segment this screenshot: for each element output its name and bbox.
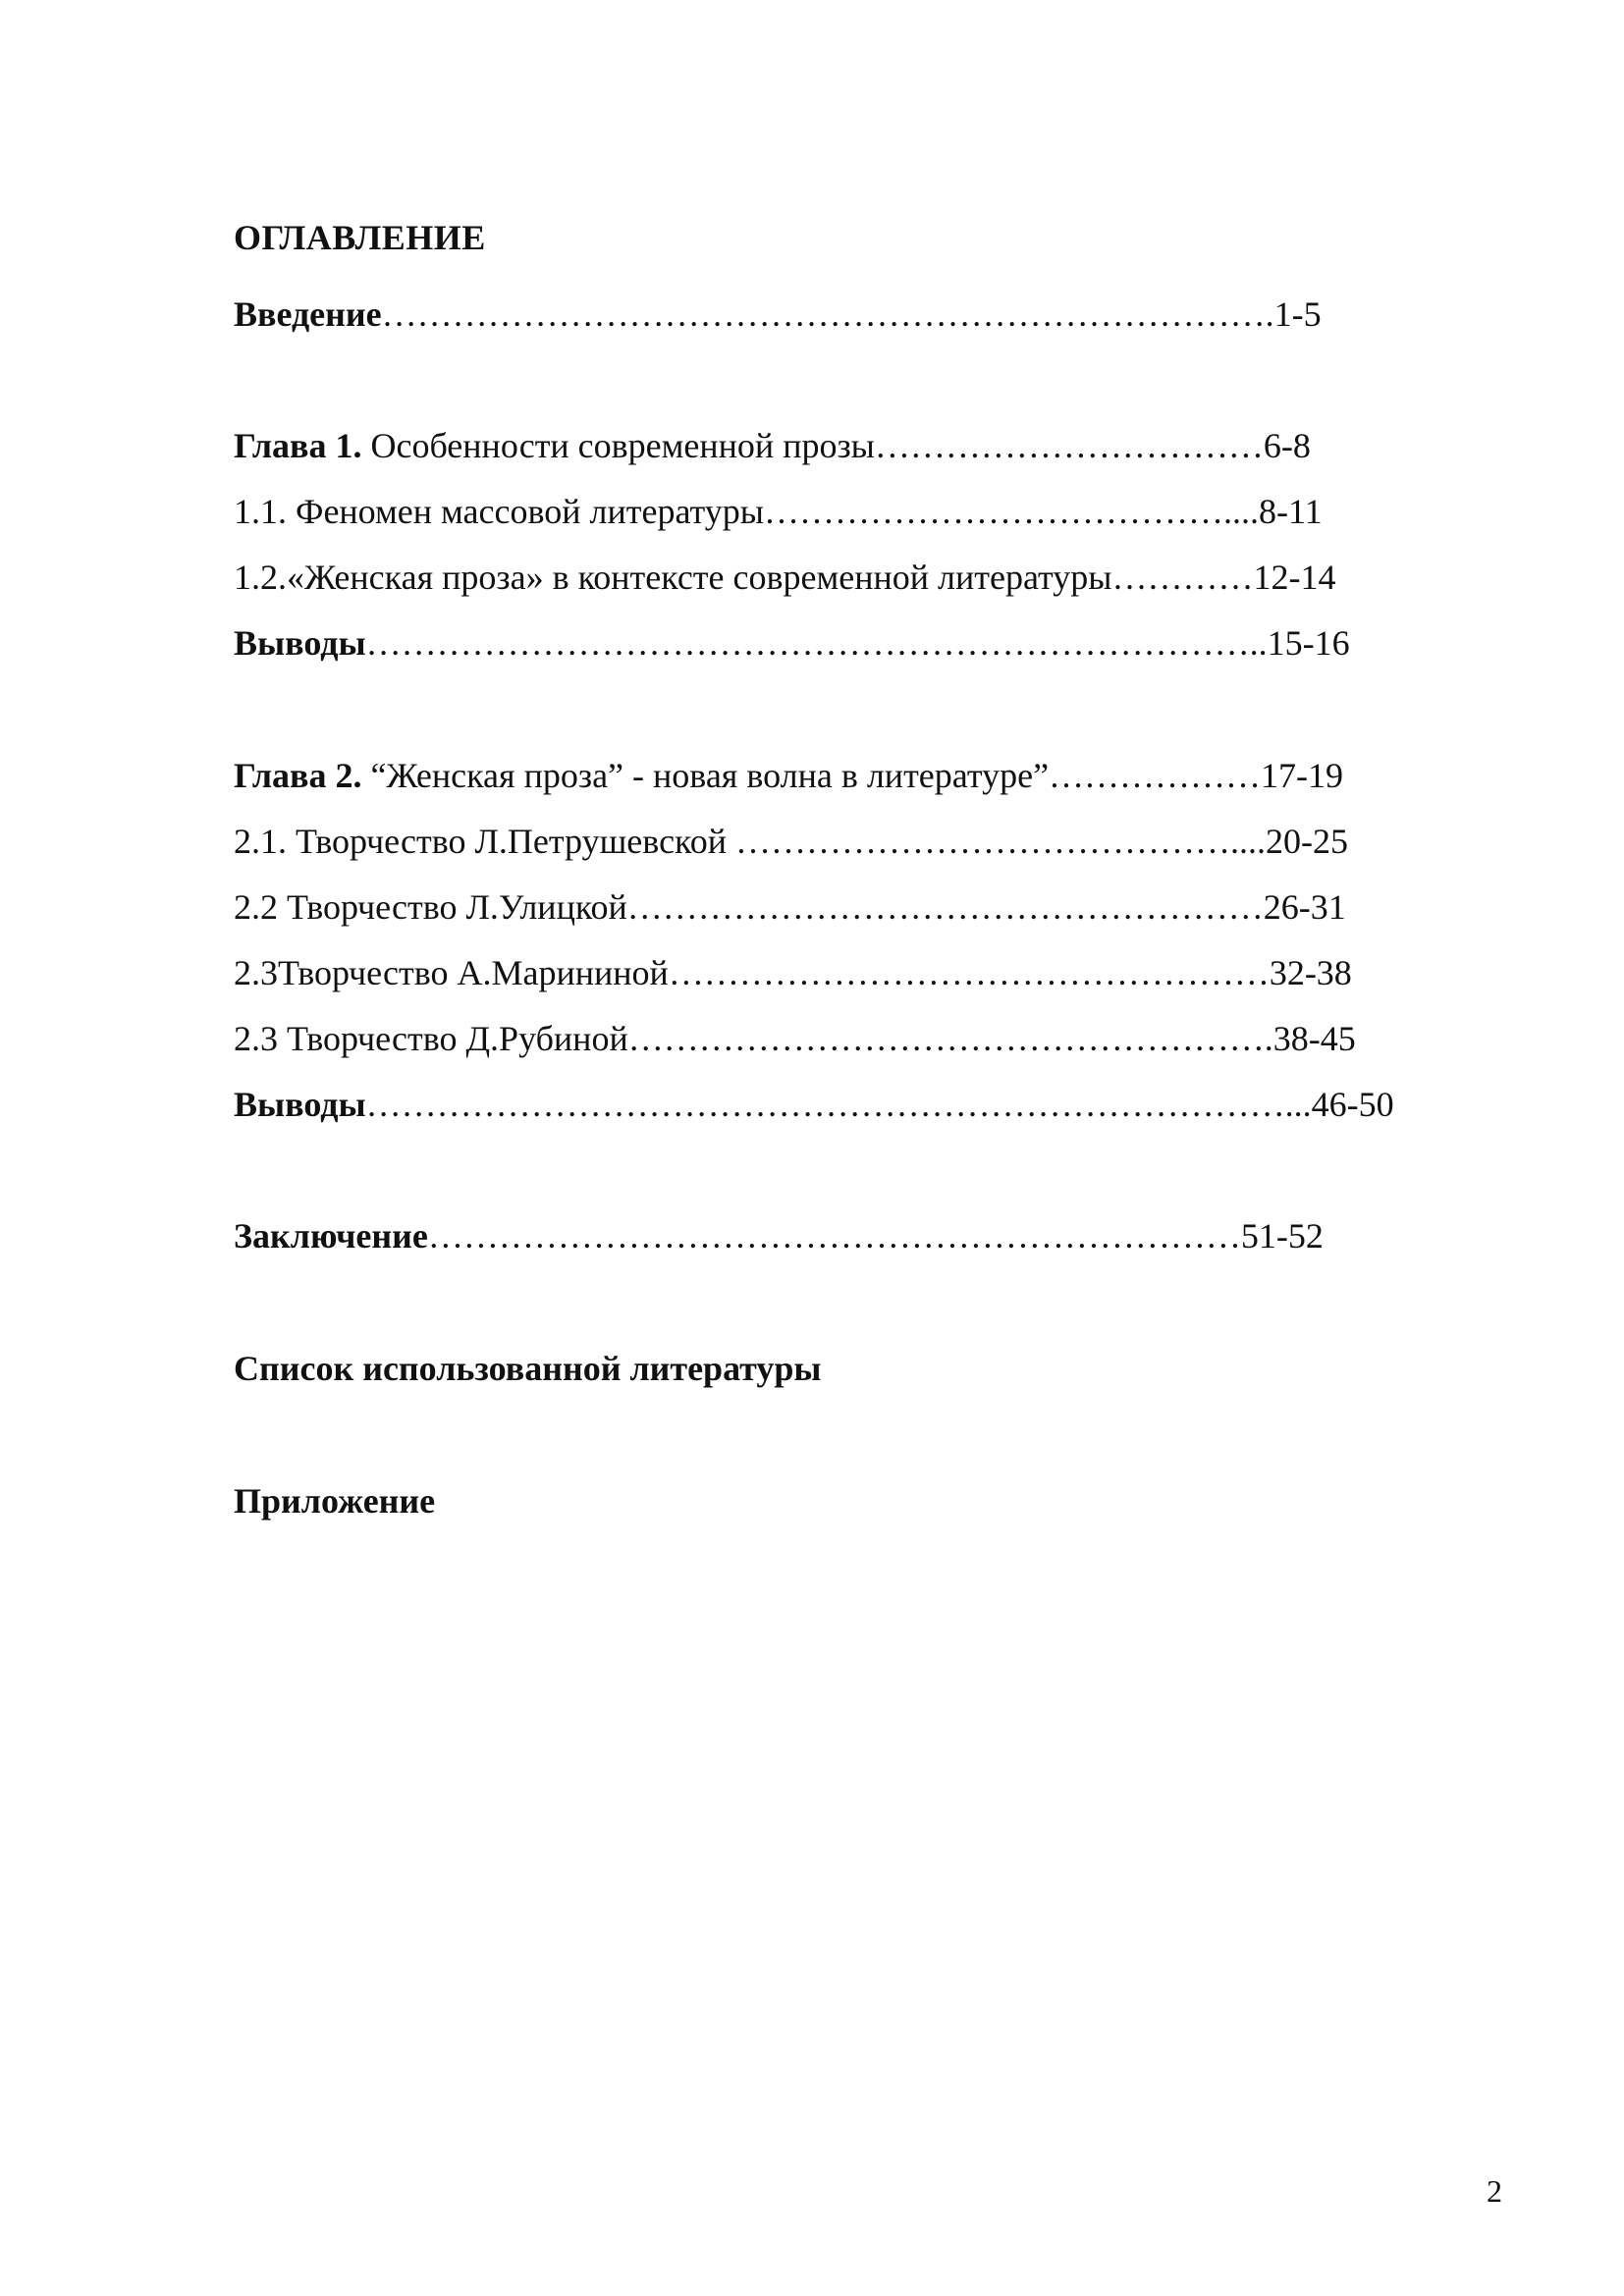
- toc-entry-text: 2.1. Творчество Л.Петрушевской: [234, 822, 735, 861]
- toc-entry-bibliography[interactable]: [234, 1351, 821, 1386]
- toc-entry-leader: ……………………………………………: [668, 953, 1270, 992]
- toc-entry-pages: .1-5: [1265, 294, 1322, 334]
- toc-entry-text: 2.3Творчество А.Марининой: [234, 953, 669, 992]
- toc-entry-chapter-2[interactable]: [234, 758, 1343, 793]
- toc-entry-text: 1.1. Феномен массовой литературы: [234, 492, 764, 531]
- toc-entry-pages: ..8-11: [1240, 492, 1323, 531]
- toc-entry-pages: 51-52: [1240, 1216, 1324, 1255]
- toc-entry-leader: …………………………………………………………………..: [365, 623, 1268, 663]
- toc-entry-leader: ……………………………………………………………: [427, 1216, 1241, 1255]
- page-number: 2: [1487, 2173, 1502, 2209]
- toc-entry-section-2-2[interactable]: [234, 889, 1346, 925]
- toc-entry-bold: Заключение: [234, 1216, 428, 1255]
- toc-entry-chapter-1[interactable]: [234, 428, 1311, 463]
- toc-entry-pages: .20-25: [1256, 822, 1348, 861]
- toc-entry-leader: ……………………………………………………………………...: [365, 1085, 1312, 1124]
- toc-entry-bold: Глава 2.: [234, 756, 362, 795]
- toc-entry-pages: 17-19: [1261, 756, 1344, 795]
- toc-entry-bold: Приложение: [234, 1481, 436, 1521]
- toc-entry-text: 2.2 Творчество Л.Улицкой: [234, 887, 627, 927]
- toc-entry-appendix[interactable]: [234, 1483, 435, 1519]
- toc-entry-conclusions-2[interactable]: [234, 1087, 1394, 1122]
- toc-entry-pages: .38-45: [1264, 1019, 1356, 1058]
- toc-entry-text: 1.2.«Женская проза» в контексте современной литературы: [234, 558, 1112, 597]
- toc-entry-bold: Выводы: [234, 623, 366, 663]
- toc-entry-bold: Глава 1.: [234, 426, 362, 465]
- toc-entry-leader: …………: [1111, 558, 1254, 597]
- toc-entry-section-2-3b[interactable]: [234, 1021, 1356, 1056]
- toc-entry-bold: Список использованной литературы: [234, 1349, 822, 1388]
- toc-entry-conclusions-1[interactable]: [234, 625, 1350, 661]
- toc-entry-text: Особенности современной прозы: [361, 426, 875, 465]
- toc-entry-text: “Женская проза” - новая волна в литературе”: [361, 756, 1050, 795]
- toc-entry-text: 2.3 Творчество Д.Рубиной: [234, 1019, 628, 1058]
- toc-entry-pages: 26-31: [1263, 887, 1346, 927]
- toc-entry-leader: ………………………………………………: [627, 1019, 1265, 1058]
- toc-entry-leader: ……………………………………...: [734, 822, 1257, 861]
- toc-entry-introduction[interactable]: [234, 296, 1322, 332]
- toc-entry-bold: Выводы: [234, 1085, 366, 1124]
- toc-entry-leader: …………………………………..: [763, 492, 1241, 531]
- toc-entry-section-1-2[interactable]: [234, 560, 1335, 595]
- toc-entry-section-2-1[interactable]: [234, 824, 1348, 859]
- toc-entry-section-2-3a[interactable]: [234, 955, 1352, 990]
- toc-entry-section-1-1[interactable]: [234, 494, 1323, 529]
- toc-entry-pages: 6-8: [1263, 426, 1311, 465]
- toc-entry-leader: ……………………………: [874, 426, 1264, 465]
- toc-entry-leader: ………………: [1049, 756, 1262, 795]
- toc-entry-pages: 15-16: [1267, 623, 1350, 663]
- toc-entry-leader: …………………………………………………………………: [381, 294, 1266, 334]
- toc-entry-leader: ………………………………………………: [626, 887, 1264, 927]
- toc-entry-pages: 46-50: [1311, 1085, 1394, 1124]
- toc-entry-pages: 32-38: [1269, 953, 1352, 992]
- toc-entry-pages: 12-14: [1253, 558, 1336, 597]
- toc-heading: ОГЛАВЛЕНИЕ: [234, 218, 486, 257]
- toc-entry-bold: Введение: [234, 294, 382, 334]
- toc-entry-conclusion[interactable]: [234, 1218, 1324, 1254]
